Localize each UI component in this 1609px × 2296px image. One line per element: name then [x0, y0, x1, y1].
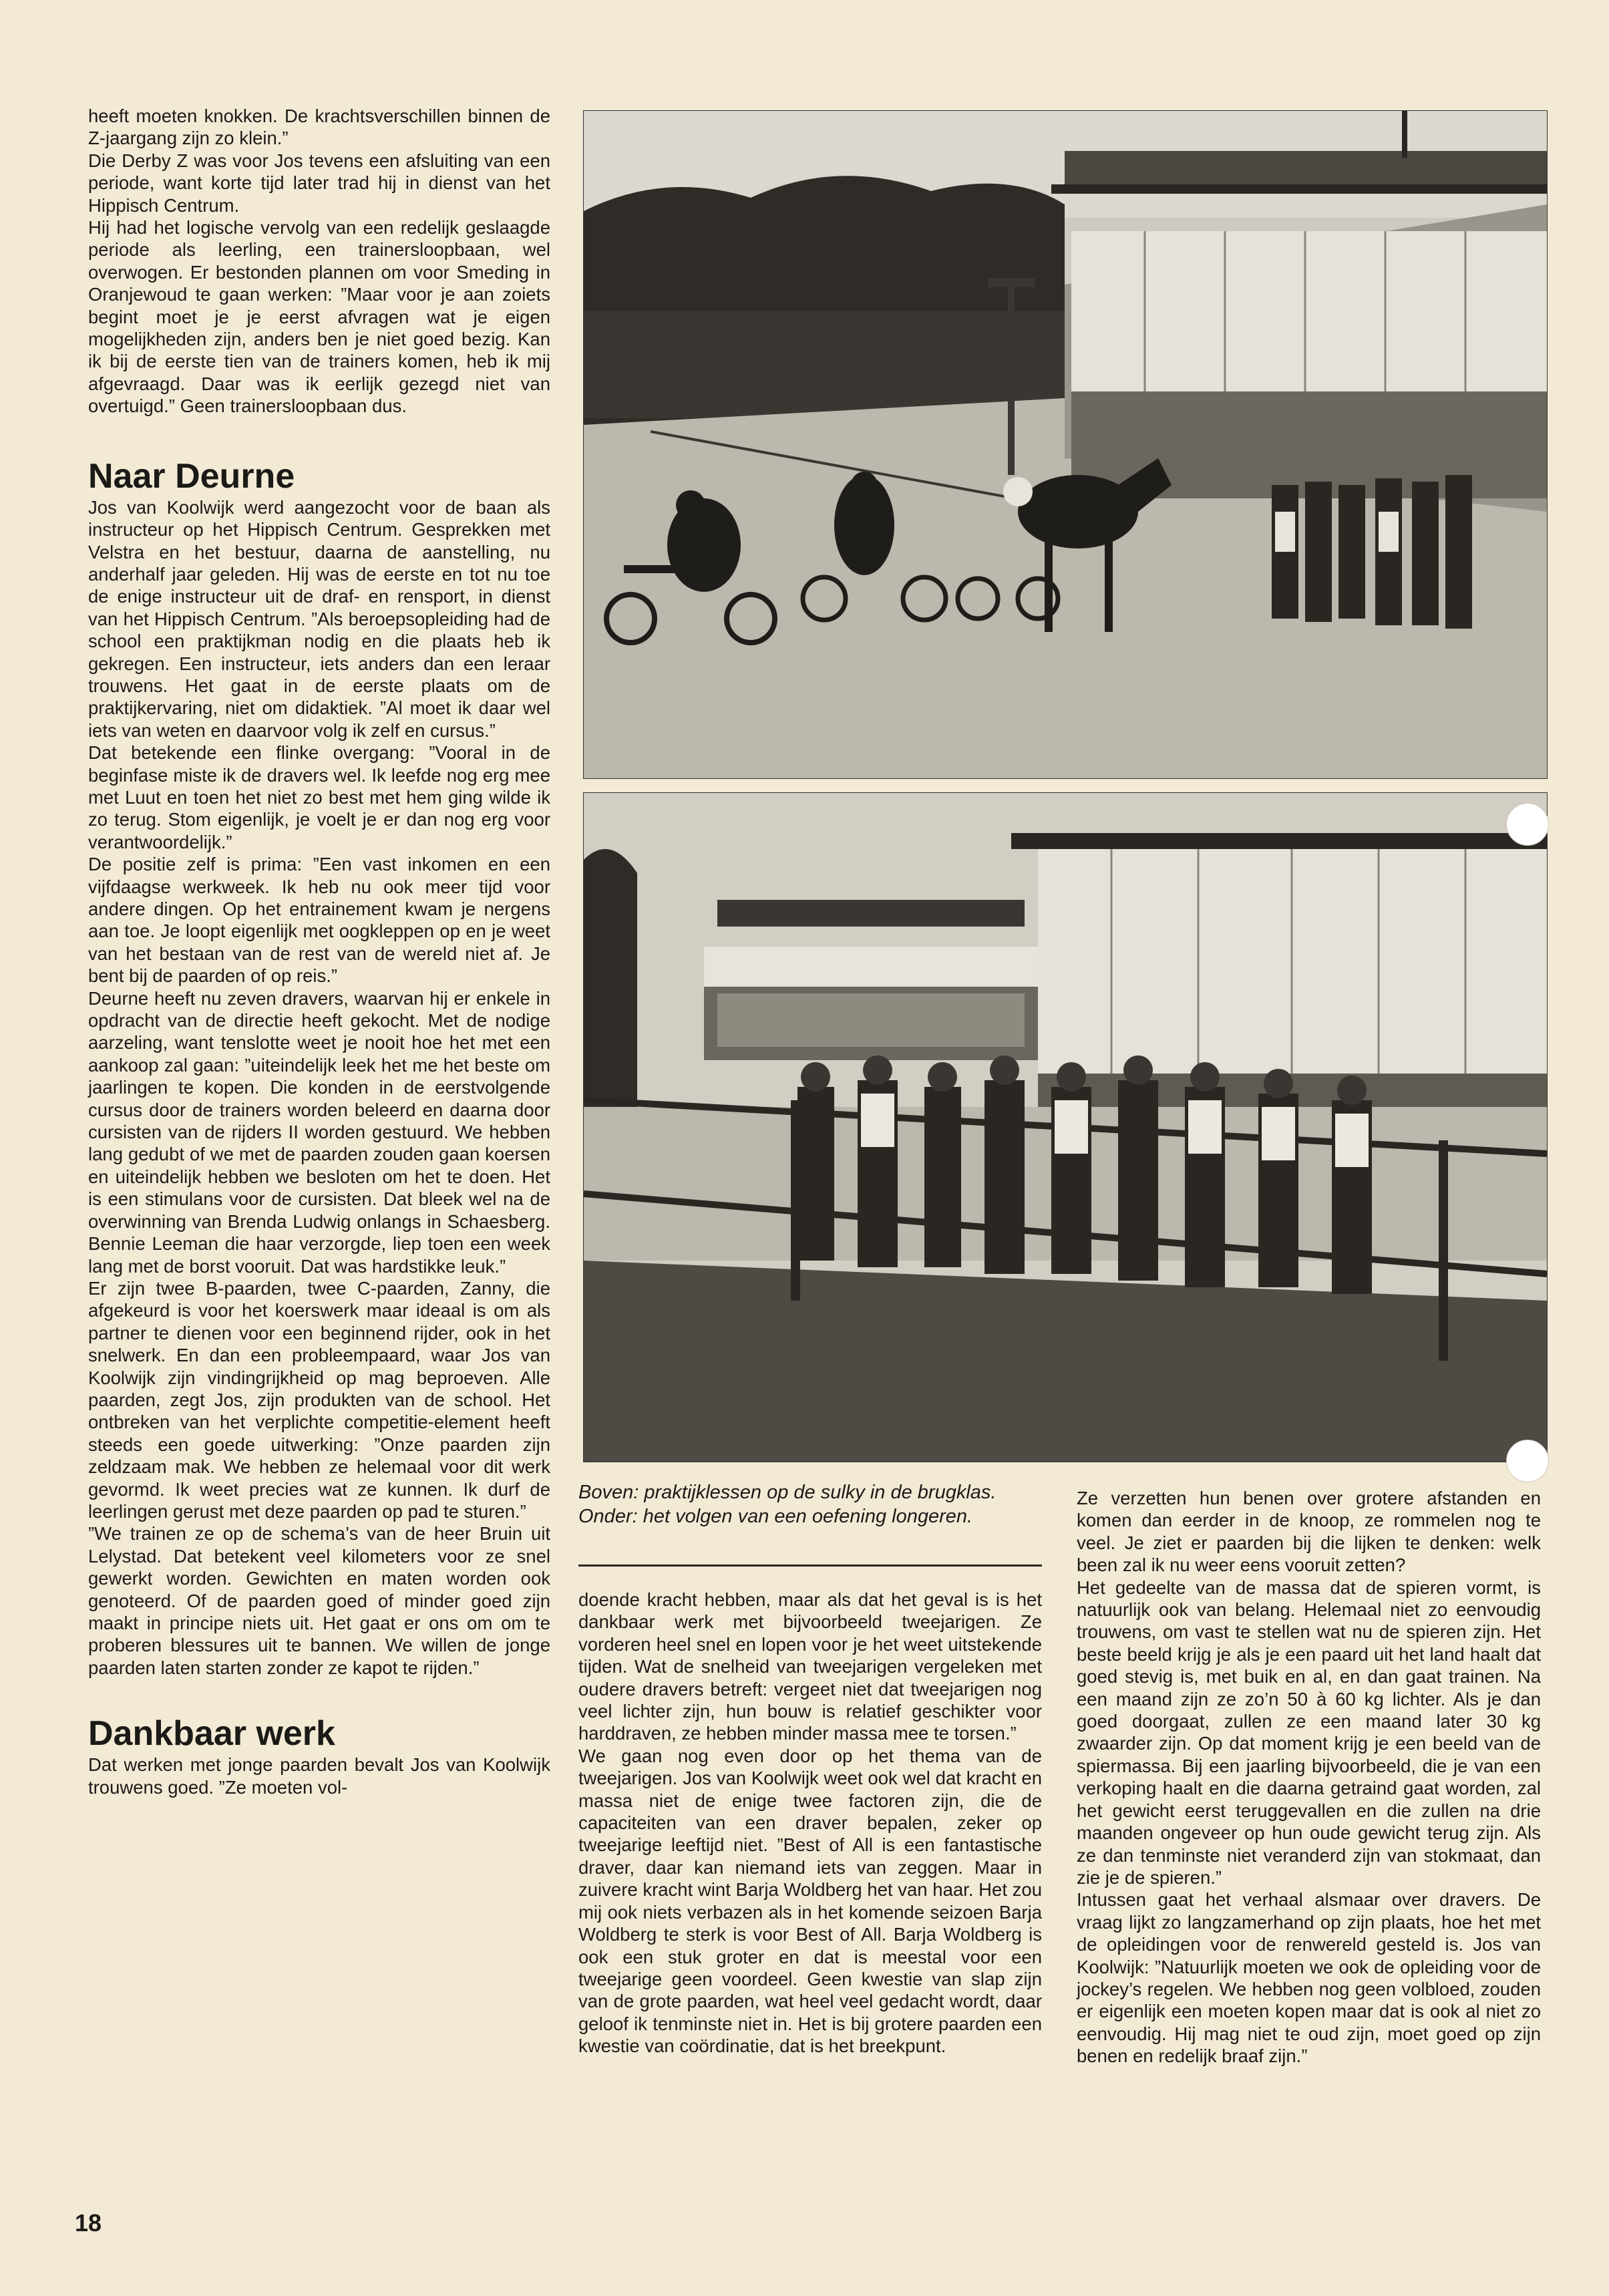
paragraph: Het gedeelte van de massa dat de spieren vormt, is natuurlijk ook van belang. Helemaal niet zo eenvoudig trouwens, om vast te stellen wat nu de spieren zijn. Het beste beeld krijg je als je een paard uit het land haalt dat goed stevig is, met buik en al, en dan gaat trainen. Na een maand zijn ze zo’n 50 à 60 kg lichter. Als je dan goed doorgaat, zullen ze een maand later 30 kg zwaarder zijn. Op dat moment krijg je een beeld van de spiermassa. Bij een jaarling bijvoorbeeld, die je van een verkoping haalt en die daarna getraind gaat worden, zal het gewicht eerst teruggevallen en die zullen na drie maanden ongeveer op hun oude gewicht terug zijn. Als ze dan tenminste niet veranderd zijn van stokmaat, dan zie je de spieren.”	[1077, 1577, 1541, 1888]
text-column-left	[88, 105, 550, 1798]
paragraph: ”We trainen ze op de schema’s van de heer Bruin uit Lelystad. Dat betekent veel kilometers voor ze snel gewerkt worden. Gewichten en maten worden ook genoteerd. Of de paarden goed of minder goed zijn maakt in principe niets uit. Het gaat er ons om om te proberen blessures uit te bannen. We willen de jonge paarden laten starten zonder ze kapot te rijden.”	[88, 1523, 550, 1678]
paragraph: Die Derby Z was voor Jos tevens een afsluiting van een periode, want korte tijd later trad hij in dienst van het Hippisch Centrum.	[88, 150, 550, 216]
photo-group-illustration	[584, 793, 1547, 1462]
paragraph: We gaan nog even door op het thema van de tweejarigen. Jos van Koolwijk weet ook wel dat kracht en massa niet de enige twee factoren zijn, die de capaciteiten van een draver bepalen, zeker op tweejarige leeftijd niet. ”Best of All is een fantastische draver, daar kan niemand iets van zeggen. Maar in zuivere kracht wint Barja Woldberg het van haar. Het zou mij ook niets verbazen als in het komende seizoen Barja Woldberg te sterk is voor Best of All. Barja Woldberg is ook een stuk groter en dat is meestal voor een tweejarige geen voordeel. Geen kwestie van slap zijn van de grote paarden, wat heel veel gedacht wordt, daar geloof ik tenminste niet in. Het is bij grotere paarden een kwestie van coördinatie, dat is het breekpunt.	[578, 1745, 1042, 2057]
photo-sulky-illustration	[584, 111, 1547, 778]
paragraph: Intussen gaat het verhaal alsmaar over dravers. De vraag lijkt zo langzamerhand op zijn plaats, hoe het met de opleidingen voor de renwereld gesteld is. Jos van Koolwijk: ”Natuurlijk moeten we ook de opleiding voor de jockey’s regelen. We hebben nog geen volbloed, zouden er eigenlijk een moeten kopen maar dat is ook al niet zo eenvoudig. Hij mag niet te oud zijn, moet goed op zijn benen en redelijk braaf zijn.”	[1077, 1889, 1541, 2067]
section-heading-dankbaar-werk: Dankbaar werk	[88, 1714, 335, 1754]
punch-hole	[1506, 803, 1549, 846]
caption-divider	[578, 1565, 1042, 1567]
caption-line-top: Boven: praktijklessen op de sulky in de brugklas.	[578, 1482, 997, 1503]
paragraph: Dat betekende een flinke overgang: ”Vooral in de beginfase miste ik de dravers wel. Ik leefde nog erg mee met Luut en toen het niet zo best met hem ging wilde ik zo terug. Stom eigenlijk, je voelt je er dan nog erg voor verantwoordelijk.”	[88, 742, 550, 852]
paragraph: Er zijn twee B-paarden, twee C-paarden, Zanny, die afgekeurd is voor het koerswerk maar ideaal is om als partner te dienen voor een beginnend rijder, ook in het snelwerk. En dan een probleempaard, waar Jos van Koolwijk zijn vindingrijkheid op mag beproeven. Alle paarden, zegt Jos, zijn produkten van de school. Het ontbreken van het verplichte competitie-element heeft steeds een goede uitwerking: ”Onze paarden zijn zeldzaam mak. We hebben ze helemaal voor dit werk gevormd. Ik weet precies wat ze kunnen. Ik durf de leerlingen gerust met deze paarden op pad te sturen.”	[88, 1277, 550, 1522]
paragraph: Hij had het logische vervolg van een redelijk geslaagde periode als leerling, een trainersloopbaan, wel overwogen. Er bestonden plannen om voor Smeding in Oranjewoud te gaan werken: ”Maar voor je aan zoiets begint moet je je eerst afvragen wat je eigen mogelijkheden zijn, anders ben je niet goed bezig. Kan ik bij de eerste tien van de trainers komen, heb ik mij afgevraagd. Daar was ik eerlijk gezegd niet van overtuigd.” Geen trainersloopbaan dus.	[88, 217, 550, 417]
paragraph: De positie zelf is prima: ”Een vast inkomen en een vijfdaagse werkweek. Ik heb nu ook meer tijd voor andere dingen. Op het entrainement kwam je nergens aan toe. Je loopt eigenlijk met oogkleppen op en je weet van het bestaan van de rest van de wereld niet af. Je bent bij de paarden of op reis.”	[88, 854, 550, 987]
paragraph: Jos van Koolwijk werd aangezocht voor de baan als instructeur op het Hippisch Centrum. Gesprekken met Velstra en het bestuur, daarna de aanstelling, nu anderhalf jaar geleden. Hij was de eerste en tot nu toe de enige instructeur uit de draf- en rensport, in dienst van het Hippisch Centrum. ”Als beroepsopleiding had de school een praktijkman nodig en die plaats heb ik gekregen. Een instructeur, iets anders dan een leraar trouwens. Het gaat in de eerste plaats om de praktijkervaring, niet om didaktiek. ”Al moet ik daar wel iets van weten en daarvoor volg ik zelf en cursus.”	[88, 496, 550, 741]
photo-caption	[578, 1480, 1042, 1528]
punch-hole	[1506, 1440, 1549, 1482]
photo-longeren-group	[583, 792, 1548, 1462]
paragraph: Ze verzetten hun benen over grotere afstanden en komen dan eerder in de knoop, ze rommelen nog te veel. Je ziet er paarden bij die lijken te denken: welk been zal ik nu weer eens vooruit zetten?	[1077, 1488, 1541, 1576]
photo-sulky-training	[583, 110, 1548, 779]
text-column-right	[1077, 1487, 1541, 2068]
paragraph: doende kracht hebben, maar als dat het geval is is het dankbaar werk met bijvoorbeeld tweejarigen. Ze vorderen heel snel en lopen voor je het weet uitstekende tijden. Wat de snelheid van tweejarigen vergeleken met oudere dravers betreft: vergeet niet dat tweejarigen nog veel lichter zijn, hun bouw is relatief geschikter voor harddraven, ze hebben minder massa mee te torsen.”	[578, 1589, 1042, 1744]
section-heading-naar-deurne: Naar Deurne	[88, 456, 295, 496]
paragraph: Deurne heeft nu zeven dravers, waarvan hij er enkele in opdracht van de directie heeft gekocht. Met de nodige aarzeling, want tenslotte weet je nooit hoe het met een aankoop zal gaan: ”uiteindelijk leek het me het beste om jaarlingen te kopen. Die konden in de eerstvolgende cursus door de trainers worden beleerd en daarna door cursisten van de rijders II worden gestuurd. We hebben lang gedubt of we met de paarden zouden gaan koersen en uiteindelijk hebben we besloten om het te doen. Het is een stimulans voor de cursisten. Dat bleek wel na de overwinning van Brenda Ludwig onlangs in Schaesberg. Bennie Leeman die haar verzorgde, liep toen een week lang met de borst vooruit. Dat was hardstikke leuk.”	[88, 987, 550, 1277]
paragraph: heeft moeten knokken. De krachtsverschillen binnen de Z-jaargang zijn zo klein.”	[88, 106, 550, 149]
caption-line-bottom: Onder: het volgen van een oefening longeren.	[578, 1506, 973, 1527]
text-column-middle	[578, 1589, 1042, 2058]
page-number: 18	[75, 2209, 102, 2237]
paragraph: Dat werken met jonge paarden bevalt Jos van Koolwijk trouwens goed. ”Ze moeten vol-	[88, 1754, 550, 1798]
